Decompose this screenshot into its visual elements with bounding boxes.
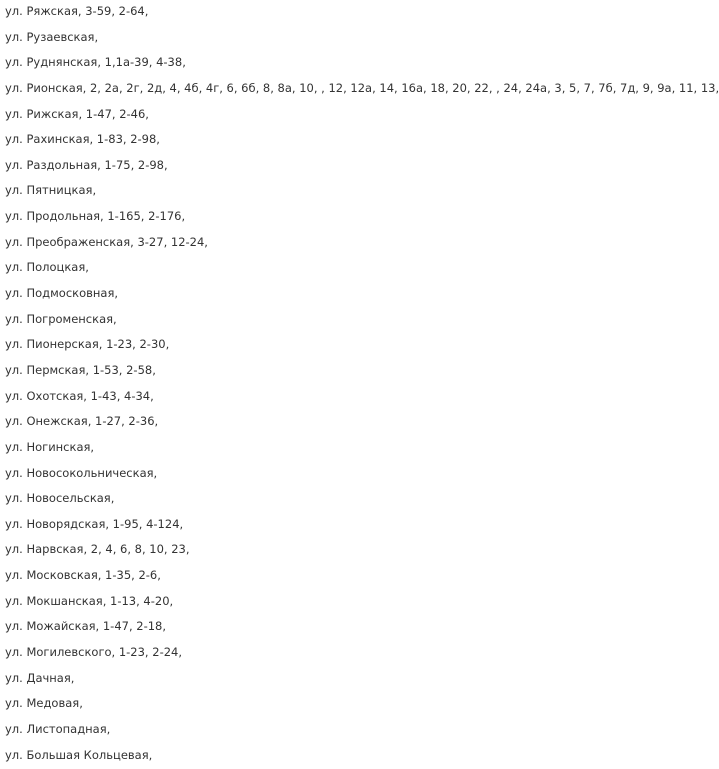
street-line: ул. Рузаевская, xyxy=(5,29,99,44)
street-line: ул. Онежская, 1-27, 2-36, xyxy=(5,414,159,429)
street-line: ул. Погроменская, xyxy=(5,311,117,326)
street-line: ул. Продольная, 1-165, 2-176, xyxy=(5,209,186,224)
street-line: ул. Большая Кольцевая, xyxy=(5,747,153,762)
street-line: ул. Ряжская, 3-59, 2-64, xyxy=(5,4,149,18)
street-line: ул. Московская, 1-35, 2-6, xyxy=(5,568,161,583)
street-line: ул. Пермская, 1-53, 2-58, xyxy=(5,362,156,377)
street-line: ул. Раздольная, 1-75, 2-98, xyxy=(5,157,168,172)
street-line: ул. Ногинская, xyxy=(5,439,95,454)
street-line: ул. Рионская, 2, 2а, 2г, 2д, 4, 4б, 4г, 6, 6б, 8, 8а, 10, , 12, 12а, 14, 16а, 18, 20, 22, , 24, 24а, 3, 5, 7, 7б, 7д, 9, 9а, 11, 13, xyxy=(5,80,719,95)
street-line: ул. Новосельская, xyxy=(5,491,115,506)
street-line: ул. Новорядская, 1-95, 4-124, xyxy=(5,516,184,531)
street-line: ул. Преображенская, 3-27, 12-24, xyxy=(5,234,208,249)
street-line: ул. Новосокольническая, xyxy=(5,465,158,480)
street-line: ул. Рахинская, 1-83, 2-98, xyxy=(5,132,160,147)
street-line: ул. Охотская, 1-43, 4-34, xyxy=(5,388,154,403)
street-line: ул. Листопадная, xyxy=(5,721,111,736)
street-line: ул. Пятницкая, xyxy=(5,183,97,198)
street-line: ул. Могилевского, 1-23, 2-24, xyxy=(5,645,183,660)
street-line: ул. Мокшанская, 1-13, 4-20, xyxy=(5,593,174,608)
street-line: ул. Медовая, xyxy=(5,696,83,711)
street-line: ул. Можайская, 1-47, 2-18, xyxy=(5,619,167,634)
street-line: ул. Руднянская, 1,1а-39, 4-38, xyxy=(5,55,186,70)
street-line: ул. Дачная, xyxy=(5,670,75,685)
street-line: ул. Нарвская, 2, 4, 6, 8, 10, 23, xyxy=(5,542,190,557)
street-address-list xyxy=(5,0,719,769)
street-line: ул. Полоцкая, xyxy=(5,260,89,275)
street-line: ул. Подмосковная, xyxy=(5,286,119,301)
street-line: ул. Пионерская, 1-23, 2-30, xyxy=(5,337,170,352)
street-line: ул. Рижская, 1-47, 2-46, xyxy=(5,106,149,121)
